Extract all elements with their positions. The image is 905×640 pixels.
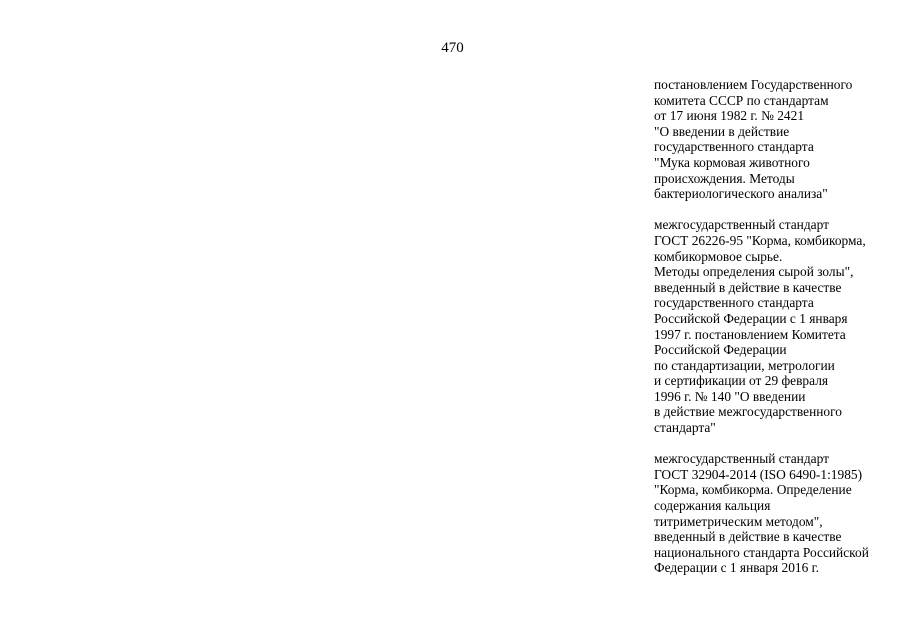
text-line: Федерации с 1 января 2016 г.: [654, 560, 819, 576]
text-line: комбикормовое сырье.: [654, 248, 783, 264]
text-line: происхождения. Методы: [654, 170, 795, 186]
document-text-column: [654, 77, 899, 592]
text-line: ГОСТ 32904-2014 (ISO 6490-1:1985): [654, 466, 863, 482]
text-line: стандарта": [654, 420, 716, 436]
text-line: государственного стандарта: [654, 295, 814, 311]
text-line: национального стандарта Российской: [654, 544, 869, 560]
page-number: 470: [441, 40, 464, 56]
text-line: Российской Федерации: [654, 342, 787, 358]
text-line: содержания кальция: [654, 498, 771, 514]
text-line: в действие межгосударственного: [654, 404, 842, 420]
text-line: введенный в действие в качестве: [654, 529, 842, 545]
text-line: комитета СССР по стандартам: [654, 92, 829, 108]
text-line: государственного стандарта: [654, 139, 814, 155]
text-line: и сертификации от 29 февраля: [654, 373, 829, 389]
text-line: 1996 г. № 140 "О введении: [654, 388, 806, 404]
text-line: ГОСТ 26226-95 "Корма, комбикорма,: [654, 232, 866, 248]
text-line: 1997 г. постановлением Комитета: [654, 326, 846, 342]
text-line: "Корма, комбикорма. Определение: [654, 482, 852, 498]
text-line: межгосударственный стандарт: [654, 217, 829, 233]
text-line: бактериологического анализа": [654, 186, 828, 202]
text-line: введенный в действие в качестве: [654, 279, 842, 295]
text-line: титриметрическим методом",: [654, 513, 823, 529]
paragraph-block: [654, 77, 899, 202]
text-line: "Мука кормовая животного: [654, 154, 810, 170]
paragraph-block: [654, 217, 899, 435]
paragraph-block: [654, 451, 899, 576]
text-line: "О введении в действие: [654, 123, 790, 139]
text-line: межгосударственный стандарт: [654, 451, 829, 467]
text-line: по стандартизации, метрологии: [654, 357, 835, 373]
text-line: постановлением Государственного: [654, 77, 853, 92]
text-line: Российской Федерации с 1 января: [654, 310, 848, 326]
text-line: от 17 июня 1982 г. № 2421: [654, 108, 805, 124]
text-line: Методы определения сырой золы",: [654, 264, 854, 280]
